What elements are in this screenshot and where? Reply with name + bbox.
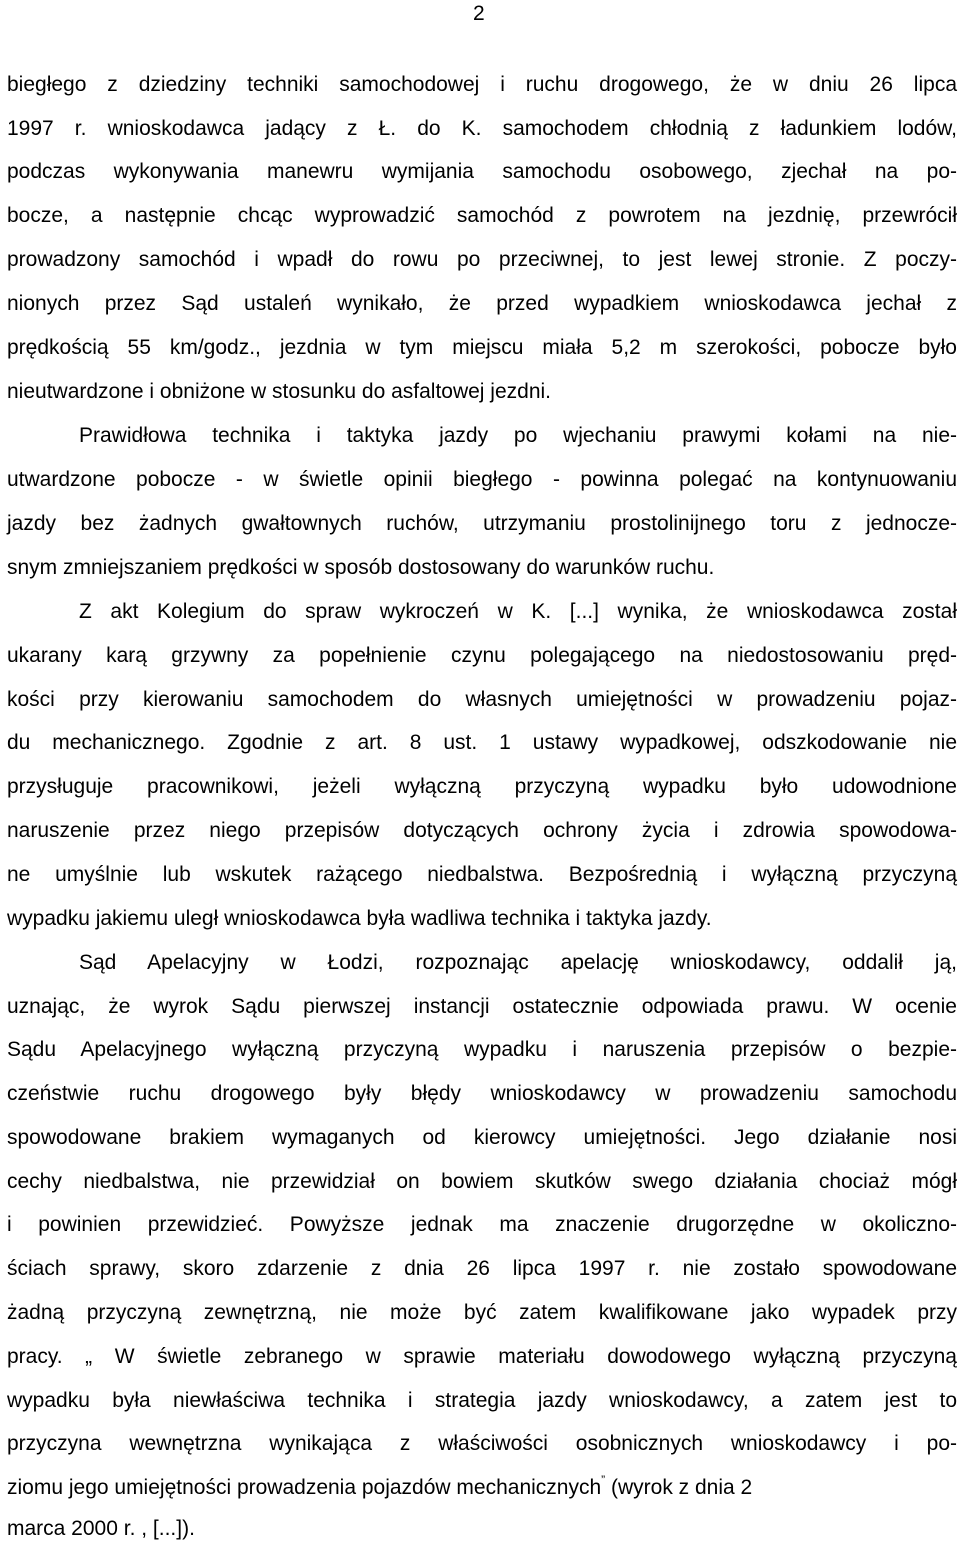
text-line: uznając, że wyrok Sądu pierwszej instancji ostatecznie odpowiada prawu. W ocenie (7, 995, 957, 1018)
text-line: podczas wykonywania manewru wymijania samochodu osobowego, zjechał na po- (7, 160, 957, 183)
text-line: prowadzony samochód i wpadł do rowu po przeciwnej, to jest lewej stronie. Z poczy- (7, 248, 957, 271)
text-line: nieutwardzone i obniżone w stosunku do asfaltowej jezdni. (7, 380, 552, 403)
text-line: pracy. „ W świetle zebranego w sprawie materiału dowodowego wyłączną przyczyną (7, 1345, 957, 1368)
text-line: 1997 r. wnioskodawca jadący z Ł. do K. samochodem chłodnią z ładunkiem lodów, (7, 117, 957, 140)
text-line: nionych przez Sąd ustaleń wynikało, że przed wypadkiem wnioskodawca jechał z (7, 292, 957, 315)
text-run: ziomu jego umiejętności prowadzenia pojazdów mechanicznych (7, 1476, 602, 1499)
text-line: marca 2000 r. , [...]). (7, 1517, 195, 1540)
text-line: wypadku była niewłaściwa technika i strategia jazdy wnioskodawcy, a zatem jest to (7, 1389, 957, 1412)
text-line: du mechanicznego. Zgodnie z art. 8 ust. 1 ustawy wypadkowej, odszkodowanie nie (7, 731, 957, 754)
text-line: bocze, a następnie chcąc wyprowadzić samochód z powrotem na jezdnię, przewrócił (7, 204, 957, 227)
text-line: czeństwie ruchu drogowego były błędy wnioskodawcy w prowadzeniu samochodu (7, 1082, 957, 1105)
closing-quote: ” (601, 1473, 606, 1487)
text-line (7, 1474, 957, 1502)
text-line: jazdy bez żadnych gwałtownych ruchów, utrzymaniu prostolinijnego toru z jednocze- (7, 512, 957, 535)
text-line: spowodowane brakiem wymaganych od kierowcy umiejętności. Jego działanie nosi (7, 1126, 957, 1149)
text-line: cechy niedbalstwa, nie przewidział on bowiem skutków swego działania chociaż mógł (7, 1170, 957, 1193)
text-line: naruszenie przez niego przepisów dotyczących ochrony życia i zdrowia spowodowa- (7, 819, 957, 842)
text-line: wypadku jakiemu uległ wnioskodawca była wadliwa technika i taktyka jazdy. (7, 907, 712, 930)
text-line: ne umyślnie lub wskutek rażącego niedbalstwa. Bezpośrednią i wyłączną przyczyną (7, 863, 957, 886)
text-line: Z akt Kolegium do spraw wykroczeń w K. [...] wynika, że wnioskodawca został (79, 600, 957, 623)
text-line: i powinien przewidzieć. Powyższe jednak ma znaczenie drugorzędne w okoliczno- (7, 1213, 957, 1236)
text-line: przyczyna wewnętrzna wynikająca z właściwości osobnicznych wnioskodawcy i po- (7, 1432, 957, 1455)
text-line: kości przy kierowaniu samochodem do własnych umiejętności w prowadzeniu pojaz- (7, 688, 957, 711)
text-line: Sądu Apelacyjnego wyłączną przyczyną wypadku i naruszenia przepisów o bezpie- (7, 1038, 957, 1061)
text-line: utwardzone pobocze - w świetle opinii biegłego - powinna polegać na kontynuowaniu (7, 468, 957, 491)
text-line: Sąd Apelacyjny w Łodzi, rozpoznając apelację wnioskodawcy, oddalił ją, (79, 951, 957, 974)
text-line: ściach sprawy, skoro zdarzenie z dnia 26 lipca 1997 r. nie zostało spowodowane (7, 1257, 957, 1280)
page-number: 2 (473, 2, 485, 25)
text-line: przysługuje pracownikowi, jeżeli wyłączną przyczyną wypadku było udowodnione (7, 775, 957, 798)
text-run: (wyrok z dnia 2 (605, 1476, 753, 1499)
text-line: snym zmniejszaniem prędkości w sposób dostosowany do warunków ruchu. (7, 556, 715, 579)
text-line: żadną przyczyną zewnętrzną, nie może być zatem kwalifikowane jako wypadek przy (7, 1301, 957, 1324)
text-line: prędkością 55 km/godz., jezdnia w tym miejscu miała 5,2 m szerokości, pobocze było (7, 336, 957, 359)
text-line: Prawidłowa technika i taktyka jazdy po wjechaniu prawymi kołami na nie- (79, 424, 957, 447)
text-line: biegłego z dziedziny techniki samochodowej i ruchu drogowego, że w dniu 26 lipca (7, 73, 957, 96)
text-line: ukarany karą grzywny za popełnienie czynu polegającego na niedostosowaniu pręd- (7, 644, 957, 667)
